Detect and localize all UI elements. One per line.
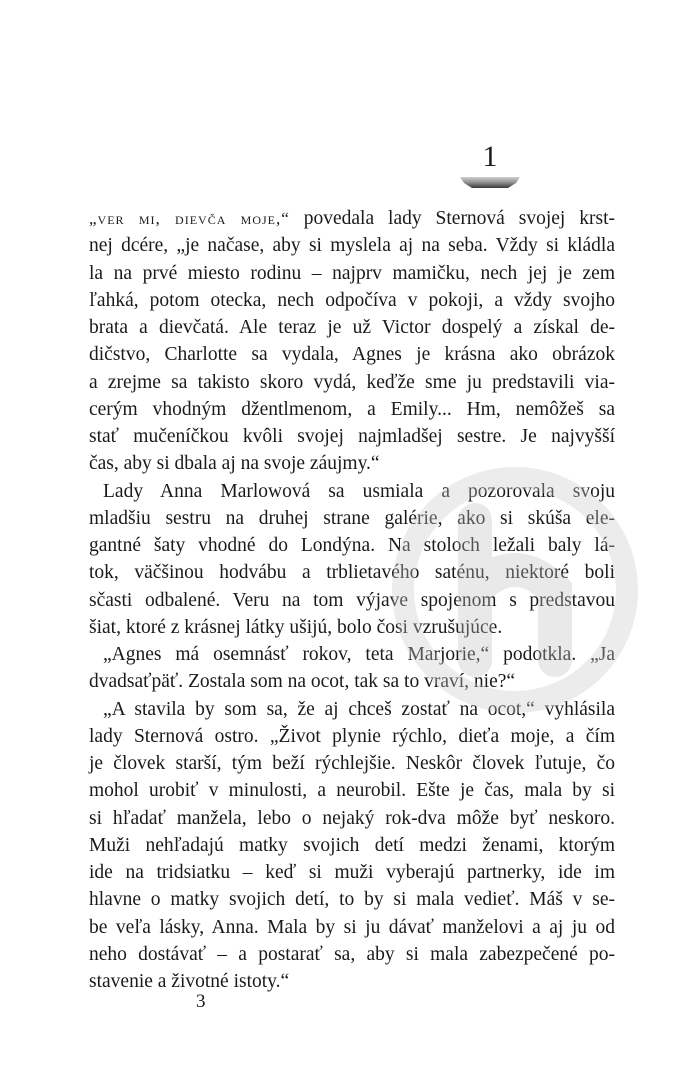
text-line [89, 641, 615, 668]
text-line [89, 314, 615, 341]
text-line [89, 478, 615, 505]
line-text: be veľa lásky, Anna. Mala by si ju dávať manželovi a aj ju od [89, 916, 615, 938]
text-line [89, 832, 615, 859]
text-line [89, 505, 615, 532]
line-text: „Agnes má osemnásť rokov, teta Marjorie,“ podotkla. „Ja [103, 644, 615, 665]
line-text: lady Sternová ostro. „Život plynie rýchlo, dieťa moje, a čím [89, 725, 615, 747]
line-text: ľahká, potom otecka, nech odpočíva v pokoji, a vždy svojho [89, 289, 615, 311]
text-line [89, 587, 615, 614]
line-text: si hľadať manžela, lebo o nejaký rok-dva môže byť neskoro. [89, 807, 615, 829]
line-text: nej dcére, „je načase, aby si myslela aj na seba. Vždy si kládla [89, 235, 615, 257]
body-text [89, 205, 615, 995]
line-text: ide na tridsiatku – keď si muži vyberajú partnerky, ide im [89, 862, 615, 883]
line-text: a zrejme sa takisto skoro vydá, keďže sme ju predstavili via- [89, 371, 615, 393]
line-text: „A stavila by som sa, že aj chceš zostať na ocot,“ vyhlásila [103, 698, 615, 720]
text-line [89, 750, 615, 777]
line-text: cerým vhodným džentlmenom, a Emily... Hm, nemôžeš sa [89, 398, 615, 420]
text-line [89, 668, 615, 695]
line-text: dičstvo, Charlotte sa vydala, Agnes je krásna ako obrázok [89, 344, 615, 366]
text-line [89, 886, 615, 913]
text-line [89, 696, 615, 723]
text-line [89, 341, 615, 368]
line-text: stať mučeníčkou kvôli svojej najmladšej sestre. Je najvyšší [89, 426, 615, 447]
text-line [89, 287, 615, 314]
text-line [89, 968, 615, 995]
text-line [89, 232, 615, 259]
text-line [89, 723, 615, 750]
line-text: stavenie a životné istoty.“ [89, 971, 290, 992]
line-text: gantné šaty vhodné do Londýna. Na stoloch ležali baly lá- [89, 535, 615, 556]
text-line [89, 532, 615, 559]
chapter-ornament [458, 175, 522, 191]
text-line [89, 369, 615, 396]
text-line [89, 450, 615, 477]
line-text: tok, väčšinou hodvábu a trblietavého saténu, niektoré boli [89, 562, 615, 584]
text-line [89, 805, 615, 832]
line-text: sčasti odbalené. Veru na tom výjave spojenom s predstavou [89, 589, 615, 611]
chapter-opening-smallcaps: „ver mi, dievča moje,“ [89, 209, 290, 228]
text-line [89, 914, 615, 941]
line-text: dvadsaťpäť. Zostala som na ocot, tak sa to vraví, nie?“ [89, 671, 516, 693]
text-line [89, 941, 615, 968]
text-line [89, 423, 615, 450]
text-line [89, 260, 615, 287]
text-line [89, 777, 615, 804]
line-text: povedala lady Sternová svojej krst- [289, 208, 615, 229]
text-line [89, 614, 615, 641]
line-text: neho dostávať – a postarať sa, aby si mala zabezpečené po- [89, 943, 615, 965]
line-text: la na prvé miesto rodinu – najprv mamičku, nech jej je zem [89, 262, 615, 284]
line-text: brata a dievčatá. Ale teraz je už Victor dospelý a získal de- [89, 317, 615, 338]
text-line [89, 396, 615, 423]
line-text: mohol urobiť v minulosti, a neurobil. Ešte je čas, mala by si [89, 780, 615, 802]
line-text: mladšiu sestru na druhej strane galérie, ako si skúša ele- [89, 507, 615, 529]
line-text: Muži nehľadajú matky svojich detí medzi ženami, ktorým [89, 834, 615, 856]
line-text: šiat, ktoré z krásnej látky ušijú, bolo čosi vzrušujúce. [89, 616, 503, 638]
text-line [89, 205, 615, 232]
text-line [89, 559, 615, 586]
chapter-number: 1 [482, 140, 498, 173]
text-line [89, 859, 615, 886]
line-text: je človek starší, tým beží rýchlejšie. Neskôr človek ľutuje, čo [89, 753, 615, 774]
line-text: čas, aby si dbala aj na svoje záujmy.“ [89, 453, 380, 475]
line-text: hlavne o matky svojich detí, to by si mala vedieť. Máš v se- [89, 889, 615, 911]
line-text: Lady Anna Marlowová sa usmiala a pozorovala svoju [103, 480, 615, 502]
page-number: 3 [196, 991, 206, 1012]
